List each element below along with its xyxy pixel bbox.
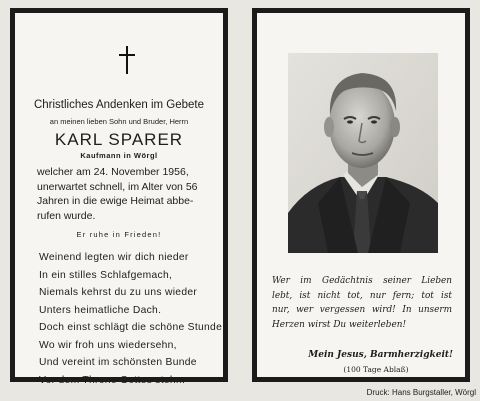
poem-line: In ein stilles Schlafgemach, bbox=[39, 269, 173, 281]
card-heading: Christliches Andenken im Gebete bbox=[33, 99, 205, 111]
portrait-photo bbox=[288, 53, 438, 253]
prayer-line: Mein Jesus, Barmherzigkeit! bbox=[308, 350, 453, 360]
death-line: welcher am 24. November 1956, bbox=[37, 166, 189, 178]
deceased-name: KARL SPARER bbox=[54, 130, 184, 149]
poem-line: Niemals kehrst du zu uns wieder bbox=[39, 287, 198, 298]
rest-in-peace-line: Er ruhe in Frieden! bbox=[76, 230, 162, 239]
poem-line: Und vereint im schönsten Bunde bbox=[39, 357, 197, 368]
poem-line: Doch einst schlägt die schöne Stunde, bbox=[39, 322, 226, 333]
quote-line: Herzen wirst Du weiterleben! bbox=[272, 319, 407, 330]
printer-imprint: Druck: Hans Burgstaller, Wörgl bbox=[366, 388, 476, 397]
poem-line: Weinend legten wir dich nieder bbox=[39, 252, 189, 263]
quote-line: lebt, ist nicht tot, nur fern; tot ist bbox=[272, 290, 452, 301]
poem-line: Unters heimatliche Dach. bbox=[39, 304, 162, 316]
death-line: Jahren in die ewige Heimat abbe- bbox=[37, 195, 194, 207]
memorial-quote bbox=[272, 274, 452, 332]
poem-line: Vor dem Throne Gottes stehn. bbox=[39, 374, 186, 386]
quote-line: nur, wer vergessen wird! In unserm bbox=[272, 305, 452, 315]
cross-icon bbox=[119, 46, 135, 74]
quote-line: Wer im Gedächtnis seiner Lieben bbox=[272, 276, 452, 286]
death-line: rufen wurde. bbox=[37, 209, 96, 222]
indulgence-note: (100 Tage Ablaß) bbox=[343, 365, 409, 374]
death-notice-text bbox=[37, 165, 215, 223]
memorial-poem bbox=[39, 249, 229, 389]
memorial-card-right-panel bbox=[252, 8, 470, 382]
poem-line: Wo wir froh uns wiedersehn, bbox=[39, 339, 177, 351]
deceased-profession: Kaufmann in Wörgl bbox=[80, 151, 158, 160]
card-subheading: an meinen lieben Sohn und Bruder, Herrn bbox=[49, 117, 189, 126]
death-line: unerwartet schnell, im Alter von 56 bbox=[37, 180, 198, 193]
portrait-illustration bbox=[288, 53, 438, 253]
memorial-card-left-panel bbox=[10, 8, 228, 386]
